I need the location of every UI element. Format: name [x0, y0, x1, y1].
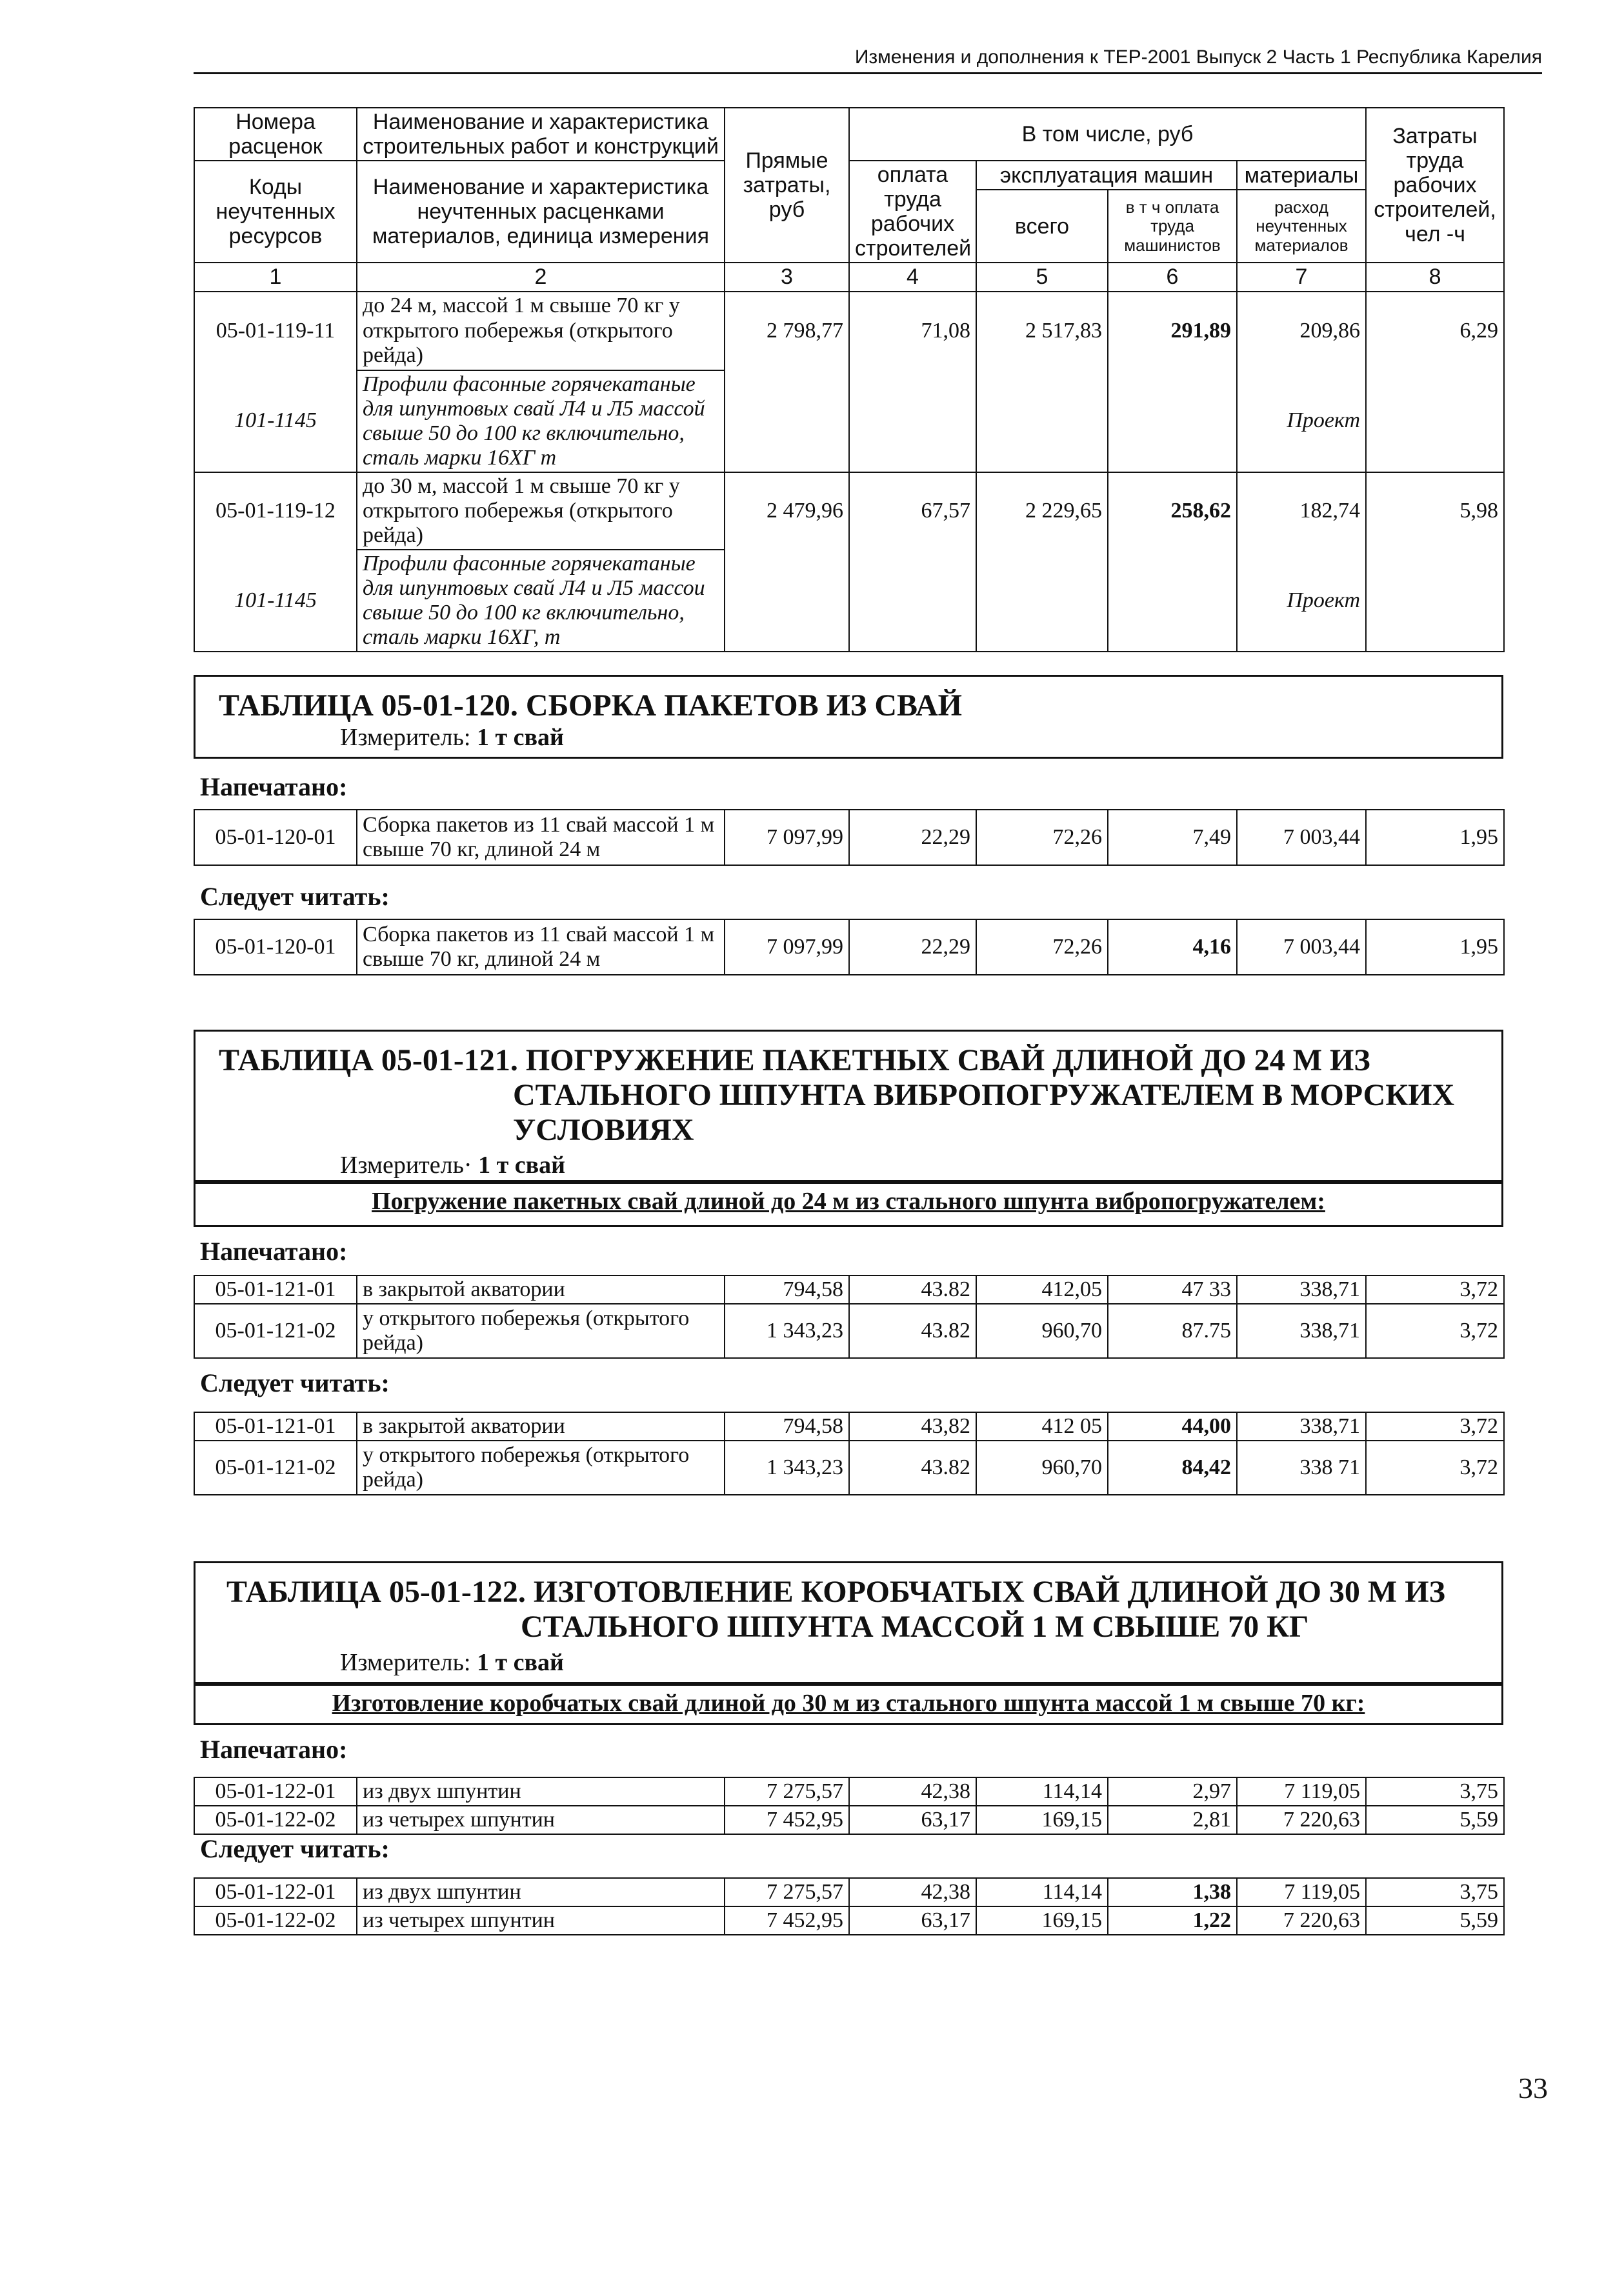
- empty-cell: [725, 370, 849, 472]
- rate-code: 05-01-119-12: [194, 472, 357, 550]
- materials: 338,71: [1237, 1304, 1366, 1358]
- machinists-pay: 291,89: [1108, 292, 1237, 370]
- table-row: [194, 810, 1504, 865]
- labor-hours: 5,98: [1366, 472, 1504, 550]
- resource-code: 101-1145: [194, 550, 357, 652]
- table-122-measure: [226, 1648, 1501, 1677]
- labor-hours: 3,75: [1366, 1878, 1504, 1906]
- header-materials: материалы: [1237, 161, 1366, 190]
- materials: 338 71: [1237, 1441, 1366, 1495]
- header-resource-codes: Коды неучтенных ресурсов: [194, 161, 357, 263]
- resource-material-note: Проект: [1237, 550, 1366, 652]
- table-row: [194, 919, 1504, 975]
- machines-total: 72,26: [976, 810, 1108, 865]
- workers-pay: 43.82: [849, 1304, 976, 1358]
- table-122-title: [226, 1575, 1501, 1644]
- header-direct-costs: Прямые затраты, руб: [725, 108, 849, 263]
- empty-cell: [976, 550, 1108, 652]
- table-121-printed: [194, 1275, 1505, 1359]
- workers-pay: 43,82: [849, 1412, 976, 1441]
- empty-cell: [849, 370, 976, 472]
- machinists-pay: 47 33: [1108, 1275, 1237, 1304]
- workers-pay: 42,38: [849, 1878, 976, 1906]
- labor-hours: 3,72: [1366, 1441, 1504, 1495]
- rate-name: у открытого побережья (открытого рейда): [357, 1304, 725, 1358]
- header-labor-costs: Затраты труда рабочих строителей, чел -ч: [1366, 108, 1504, 263]
- table-row: [194, 1777, 1504, 1806]
- empty-cell: [1366, 550, 1504, 652]
- col-num-5: 5: [976, 263, 1108, 291]
- measure-value: 1 т свай: [477, 1648, 564, 1676]
- header-machines: эксплуатация машин: [976, 161, 1237, 190]
- table-122-title-line1: ИЗГОТОВЛЕНИЕ КОРОБЧАТЫХ СВАЙ ДЛИНОЙ ДО 30 М ИЗ: [533, 1575, 1445, 1609]
- direct-costs: 7 097,99: [725, 919, 849, 975]
- direct-costs: 794,58: [725, 1412, 849, 1441]
- rate-code: 05-01-121-01: [194, 1412, 357, 1441]
- empty-cell: [849, 550, 976, 652]
- col-num-4: 4: [849, 263, 976, 291]
- rate-name: у открытого побережья (открытого рейда): [357, 1441, 725, 1495]
- empty-cell: [1366, 370, 1504, 472]
- workers-pay: 22,29: [849, 919, 976, 975]
- direct-costs: 7 452,95: [725, 1906, 849, 1935]
- main-table: [194, 107, 1505, 652]
- table-121-corrected: [194, 1412, 1505, 1495]
- read-label: Следует читать:: [200, 1368, 390, 1397]
- materials: 7 119,05: [1237, 1777, 1366, 1806]
- materials: 7 003,44: [1237, 919, 1366, 975]
- printed-label: Напечатано:: [200, 1237, 348, 1266]
- rate-code: 05-01-120-01: [194, 919, 357, 975]
- machines-total: 412 05: [976, 1412, 1108, 1441]
- machinists-pay: 258,62: [1108, 472, 1237, 550]
- machinists-pay: 1,38: [1108, 1878, 1237, 1906]
- table-121-title-line2: СТАЛЬНОГО ШПУНТА ВИБРОПОГРУЖАТЕЛЕМ В МОРСКИХ: [513, 1077, 1455, 1112]
- table-122-title-line2: СТАЛЬНОГО ШПУНТА МАССОЙ 1 М СВЫШЕ 70 КГ: [521, 1609, 1309, 1644]
- rate-name: из четырех шпунтин: [357, 1906, 725, 1935]
- workers-pay: 71,08: [849, 292, 976, 370]
- header-work-name: Наименование и характеристика строительных работ и конструкций: [357, 108, 725, 161]
- machinists-pay: 2,81: [1108, 1806, 1237, 1834]
- read-label: Следует читать:: [200, 882, 390, 911]
- machinists-pay: 44,00: [1108, 1412, 1237, 1441]
- measure-label: Измеритель:: [340, 1648, 471, 1676]
- labor-hours: 5,59: [1366, 1906, 1504, 1935]
- machinists-pay: 84,42: [1108, 1441, 1237, 1495]
- machines-total: 169,15: [976, 1906, 1108, 1935]
- table-row: [194, 1906, 1504, 1935]
- empty-cell: [1108, 370, 1237, 472]
- workers-pay: 42,38: [849, 1777, 976, 1806]
- workers-pay: 43.82: [849, 1441, 976, 1495]
- labor-hours: 3,72: [1366, 1304, 1504, 1358]
- materials: 7 119,05: [1237, 1878, 1366, 1906]
- col-num-1: 1: [194, 263, 357, 291]
- machines-total: 169,15: [976, 1806, 1108, 1834]
- empty-cell: [1108, 550, 1237, 652]
- table-row: [194, 1806, 1504, 1834]
- col-num-6: 6: [1108, 263, 1237, 291]
- rate-name: Сборка пакетов из 11 свай массой 1 м свыше 70 кг, длиной 24 м: [357, 810, 725, 865]
- table-row: [194, 1878, 1504, 1906]
- workers-pay: 22,29: [849, 810, 976, 865]
- col-num-8: 8: [1366, 263, 1504, 291]
- col-num-3: 3: [725, 263, 849, 291]
- table-121-header: [194, 1030, 1503, 1182]
- table-121-number: ТАБЛИЦА 05-01-121.: [219, 1043, 518, 1077]
- page-number: 33: [1518, 2072, 1548, 2104]
- direct-costs: 794,58: [725, 1275, 849, 1304]
- machines-total: 960,70: [976, 1441, 1108, 1495]
- materials: 209,86: [1237, 292, 1366, 370]
- machinists-pay: 1,22: [1108, 1906, 1237, 1935]
- table-120-printed: [194, 809, 1505, 866]
- table-row: [194, 1441, 1504, 1495]
- table-120-title: ТАБЛИЦА 05-01-120. СБОРКА ПАКЕТОВ ИЗ СВАЙ: [219, 688, 962, 723]
- labor-hours: 3,72: [1366, 1275, 1504, 1304]
- labor-hours: 3,72: [1366, 1412, 1504, 1441]
- table-121-subtitle: Погружение пакетных свай длиной до 24 м из стального шпунта вибропогружателем:: [194, 1182, 1503, 1227]
- table-row: [194, 1304, 1504, 1358]
- rate-code: 05-01-120-01: [194, 810, 357, 865]
- resource-code: 101-1145: [194, 370, 357, 472]
- running-header: Изменения и дополнения к ТЕР-2001 Выпуск 2 Часть 1 Республика Карелия: [194, 46, 1542, 74]
- machines-total: 2 517,83: [976, 292, 1108, 370]
- col-num-2: 2: [357, 263, 725, 291]
- materials: 7 003,44: [1237, 810, 1366, 865]
- labor-hours: 6,29: [1366, 292, 1504, 370]
- measure-label: Измеритель·: [340, 1152, 472, 1179]
- header-machinists-pay: в т ч оплата труда машинистов: [1108, 190, 1237, 263]
- rate-name: в закрытой акватории: [357, 1275, 725, 1304]
- direct-costs: 7 275,57: [725, 1878, 849, 1906]
- rate-code: 05-01-122-02: [194, 1906, 357, 1935]
- workers-pay: 63,17: [849, 1806, 976, 1834]
- workers-pay: 67,57: [849, 472, 976, 550]
- measure-label: Измеритель:: [340, 723, 471, 751]
- measure-value: 1 т свай: [477, 723, 564, 751]
- table-120-header: [194, 675, 1503, 759]
- machines-total: 114,14: [976, 1777, 1108, 1806]
- read-label: Следует читать:: [200, 1834, 390, 1863]
- direct-costs: 7 097,99: [725, 810, 849, 865]
- header-machines-total: всего: [976, 190, 1108, 263]
- table-122-subtitle: Изготовление коробчатых свай длиной до 30 м из стального шпунта массой 1 м свыше 70 кг:: [194, 1684, 1503, 1725]
- table-121-measure: [219, 1151, 1501, 1179]
- machines-total: 72,26: [976, 919, 1108, 975]
- table-row: [194, 1412, 1504, 1441]
- resource-name: Профили фасонные горячекатаные для шпунтовых свай Л4 и Л5 массои свыше 50 до 100 кг включительно, сталь марки 16ХГ, т: [357, 550, 725, 652]
- resource-name: Профили фасонные горячекатаные для шпунтовых свай Л4 и Л5 массой свыше 50 до 100 кг включительно, сталь марки 16ХГ т: [357, 370, 725, 472]
- rate-code: 05-01-121-01: [194, 1275, 357, 1304]
- direct-costs: 1 343,23: [725, 1304, 849, 1358]
- rate-name: из четырех шпунтин: [357, 1806, 725, 1834]
- direct-costs: 7 452,95: [725, 1806, 849, 1834]
- rate-code: 05-01-122-02: [194, 1806, 357, 1834]
- table-122-header: [194, 1561, 1503, 1684]
- machines-total: 412,05: [976, 1275, 1108, 1304]
- header-unaccounted-materials: расход неучтенных материалов: [1237, 190, 1366, 263]
- rate-name: до 24 м, массой 1 м свыше 70 кг у открытого побережья (открытого рейда): [357, 292, 725, 370]
- rate-code: 05-01-121-02: [194, 1441, 357, 1495]
- measure-value: 1 т свай: [478, 1152, 566, 1179]
- rate-name: из двух шпунтин: [357, 1777, 725, 1806]
- machinists-pay: 2,97: [1108, 1777, 1237, 1806]
- rate-code: 05-01-121-02: [194, 1304, 357, 1358]
- empty-cell: [976, 370, 1108, 472]
- materials: 338,71: [1237, 1412, 1366, 1441]
- direct-costs: 7 275,57: [725, 1777, 849, 1806]
- rate-code: 05-01-119-11: [194, 292, 357, 370]
- printed-label: Напечатано:: [200, 1735, 348, 1764]
- header-material-name: Наименование и характеристика неучтенных расценками материалов, единица измерения: [357, 161, 725, 263]
- table-121-title-line3: УСЛОВИЯХ: [513, 1112, 694, 1147]
- empty-cell: [725, 550, 849, 652]
- rate-code: 05-01-122-01: [194, 1777, 357, 1806]
- table-122-printed: [194, 1777, 1505, 1835]
- resource-material-note: Проект: [1237, 370, 1366, 472]
- rate-name: в закрытой акватории: [357, 1412, 725, 1441]
- rate-code: 05-01-122-01: [194, 1878, 357, 1906]
- machinists-pay: 87.75: [1108, 1304, 1237, 1358]
- machines-total: 960,70: [976, 1304, 1108, 1358]
- direct-costs: 1 343,23: [725, 1441, 849, 1495]
- printed-label: Напечатано:: [200, 772, 348, 801]
- direct-costs: 2 798,77: [725, 292, 849, 370]
- header-including: В том числе, руб: [849, 108, 1366, 161]
- rate-name: Сборка пакетов из 11 свай массой 1 м свыше 70 кг, длиной 24 м: [357, 919, 725, 975]
- table-120-corrected: [194, 919, 1505, 975]
- labor-hours: 1,95: [1366, 919, 1504, 975]
- materials: 7 220,63: [1237, 1806, 1366, 1834]
- table-122-number: ТАБЛИЦА 05-01-122.: [226, 1575, 526, 1609]
- labor-hours: 5,59: [1366, 1806, 1504, 1834]
- rate-name: до 30 м, массой 1 м свыше 70 кг у открытого побережья (открытого рейда): [357, 472, 725, 550]
- col-num-7: 7: [1237, 263, 1366, 291]
- materials: 7 220,63: [1237, 1906, 1366, 1935]
- materials: 182,74: [1237, 472, 1366, 550]
- table-row: [194, 1275, 1504, 1304]
- header-workers-pay: оплата труда рабочих строителей: [849, 161, 976, 263]
- workers-pay: 43.82: [849, 1275, 976, 1304]
- table-120-measure: [219, 723, 1501, 752]
- machines-total: 114,14: [976, 1878, 1108, 1906]
- machines-total: 2 229,65: [976, 472, 1108, 550]
- table-121-title: [219, 1043, 1501, 1147]
- labor-hours: 3,75: [1366, 1777, 1504, 1806]
- workers-pay: 63,17: [849, 1906, 976, 1935]
- labor-hours: 1,95: [1366, 810, 1504, 865]
- rate-name: из двух шпунтин: [357, 1878, 725, 1906]
- materials: 338,71: [1237, 1275, 1366, 1304]
- direct-costs: 2 479,96: [725, 472, 849, 550]
- table-122-corrected: [194, 1877, 1505, 1935]
- header-rate-number: Номера расценок: [194, 108, 357, 161]
- machinists-pay: 4,16: [1108, 919, 1237, 975]
- table-121-title-line1: ПОГРУЖЕНИЕ ПАКЕТНЫХ СВАЙ ДЛИНОЙ ДО 24 М ИЗ: [525, 1043, 1370, 1077]
- machinists-pay: 7,49: [1108, 810, 1237, 865]
